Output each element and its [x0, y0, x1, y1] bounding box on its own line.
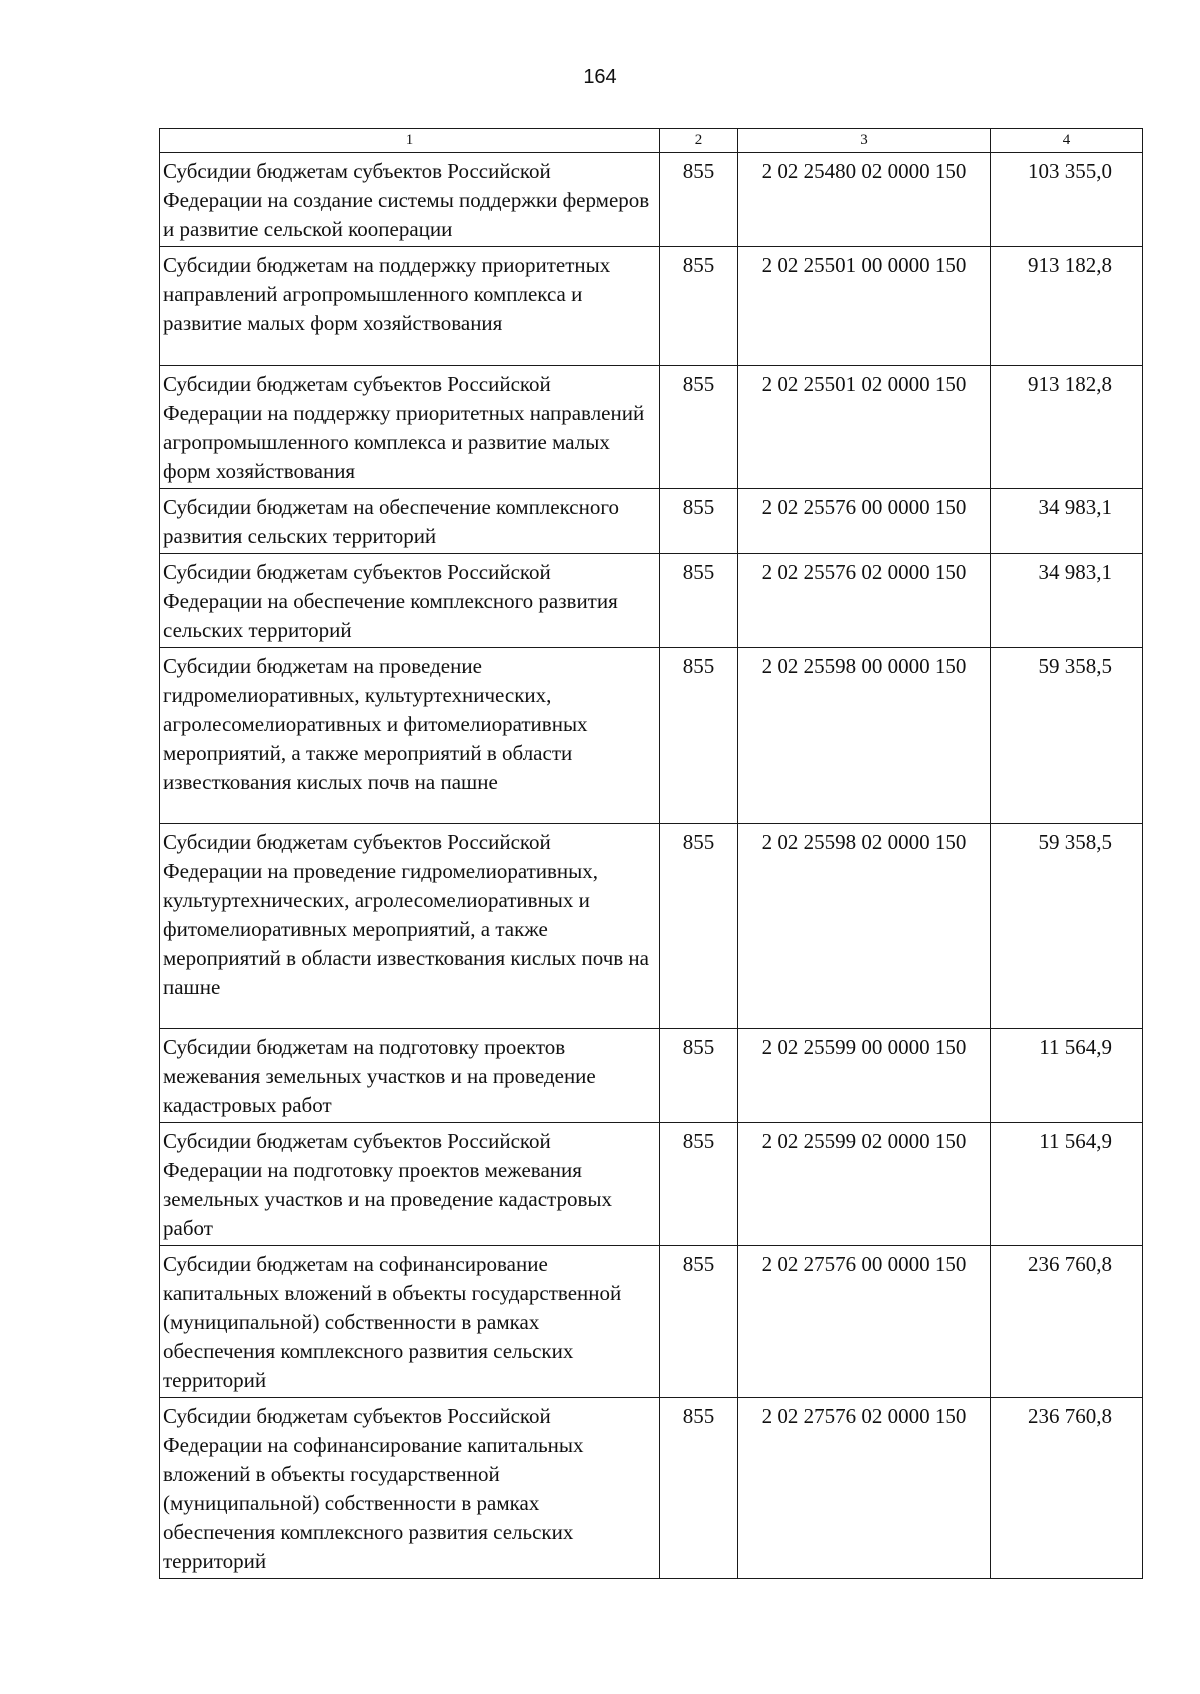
row-amount: 236 760,8	[991, 1246, 1143, 1398]
row-amount: 11 564,9	[991, 1029, 1143, 1123]
table-row	[160, 1398, 1143, 1579]
row-admin-code: 855	[660, 824, 738, 1029]
row-name: Субсидии бюджетам субъектов Российской Федерации на проведение гидромелиоративных, культуртехнических, агролесомелиоративных и фитомелиоративных мероприятий, а также мероприятий в области известкования кислых почв на пашне	[160, 824, 660, 1029]
row-budget-code: 2 02 25576 02 0000 150	[738, 554, 991, 648]
row-name: Субсидии бюджетам субъектов Российской Федерации на подготовку проектов межевания земельных участков и на проведение кадастровых работ	[160, 1123, 660, 1246]
row-amount: 34 983,1	[991, 489, 1143, 554]
row-admin-code: 855	[660, 1398, 738, 1579]
table-row	[160, 247, 1143, 366]
row-name: Субсидии бюджетам на подготовку проектов межевания земельных участков и на проведение кадастровых работ	[160, 1029, 660, 1123]
row-name: Субсидии бюджетам субъектов Российской Федерации на поддержку приоритетных направлений агропромышленного комплекса и развитие малых форм хозяйствования	[160, 366, 660, 489]
table-row	[160, 366, 1143, 489]
row-admin-code: 855	[660, 554, 738, 648]
row-name: Субсидии бюджетам субъектов Российской Федерации на софинансирование капитальных вложений в объекты государственной (муниципальной) собственности в рамках обеспечения комплексного развития сельских территорий	[160, 1398, 660, 1579]
row-amount: 236 760,8	[991, 1398, 1143, 1579]
column-header-4: 4	[991, 129, 1143, 153]
row-budget-code: 2 02 25598 00 0000 150	[738, 648, 991, 824]
row-name: Субсидии бюджетам субъектов Российской Федерации на создание системы поддержки фермеров и развитие сельской кооперации	[160, 153, 660, 247]
page-number: 164	[583, 66, 617, 88]
column-header-2: 2	[660, 129, 738, 153]
table-row	[160, 1029, 1143, 1123]
row-admin-code: 855	[660, 1029, 738, 1123]
row-admin-code: 855	[660, 648, 738, 824]
row-budget-code: 2 02 25480 02 0000 150	[738, 153, 991, 247]
column-header-3: 3	[738, 129, 991, 153]
table-row	[160, 1246, 1143, 1398]
row-amount: 34 983,1	[991, 554, 1143, 648]
row-admin-code: 855	[660, 153, 738, 247]
table-row	[160, 554, 1143, 648]
row-amount: 913 182,8	[991, 366, 1143, 489]
row-budget-code: 2 02 27576 00 0000 150	[738, 1246, 991, 1398]
table-row	[160, 648, 1143, 824]
table-row	[160, 824, 1143, 1029]
row-name: Субсидии бюджетам на обеспечение комплексного развития сельских территорий	[160, 489, 660, 554]
row-admin-code: 855	[660, 1123, 738, 1246]
table-row	[160, 153, 1143, 247]
row-name: Субсидии бюджетам на софинансирование капитальных вложений в объекты государственной (муниципальной) собственности в рамках обеспечения комплексного развития сельских территорий	[160, 1246, 660, 1398]
row-admin-code: 855	[660, 366, 738, 489]
row-name: Субсидии бюджетам на поддержку приоритетных направлений агропромышленного комплекса и развитие малых форм хозяйствования	[160, 247, 660, 366]
row-budget-code: 2 02 25576 00 0000 150	[738, 489, 991, 554]
row-amount: 913 182,8	[991, 247, 1143, 366]
row-name: Субсидии бюджетам субъектов Российской Федерации на обеспечение комплексного развития сельских территорий	[160, 554, 660, 648]
row-budget-code: 2 02 25598 02 0000 150	[738, 824, 991, 1029]
header-row	[160, 129, 1143, 153]
row-name: Субсидии бюджетам на проведение гидромелиоративных, культуртехнических, агролесомелиоративных и фитомелиоративных мероприятий, а также мероприятий в области известкования кислых почв на пашне	[160, 648, 660, 824]
row-amount: 103 355,0	[991, 153, 1143, 247]
row-budget-code: 2 02 25599 00 0000 150	[738, 1029, 991, 1123]
row-amount: 59 358,5	[991, 648, 1143, 824]
row-admin-code: 855	[660, 247, 738, 366]
row-budget-code: 2 02 27576 02 0000 150	[738, 1398, 991, 1579]
table-row	[160, 1123, 1143, 1246]
budget-table	[159, 128, 1143, 1579]
row-amount: 59 358,5	[991, 824, 1143, 1029]
table-row	[160, 489, 1143, 554]
column-header-1: 1	[160, 129, 660, 153]
row-budget-code: 2 02 25599 02 0000 150	[738, 1123, 991, 1246]
row-admin-code: 855	[660, 1246, 738, 1398]
row-amount: 11 564,9	[991, 1123, 1143, 1246]
row-budget-code: 2 02 25501 00 0000 150	[738, 247, 991, 366]
row-admin-code: 855	[660, 489, 738, 554]
row-budget-code: 2 02 25501 02 0000 150	[738, 366, 991, 489]
